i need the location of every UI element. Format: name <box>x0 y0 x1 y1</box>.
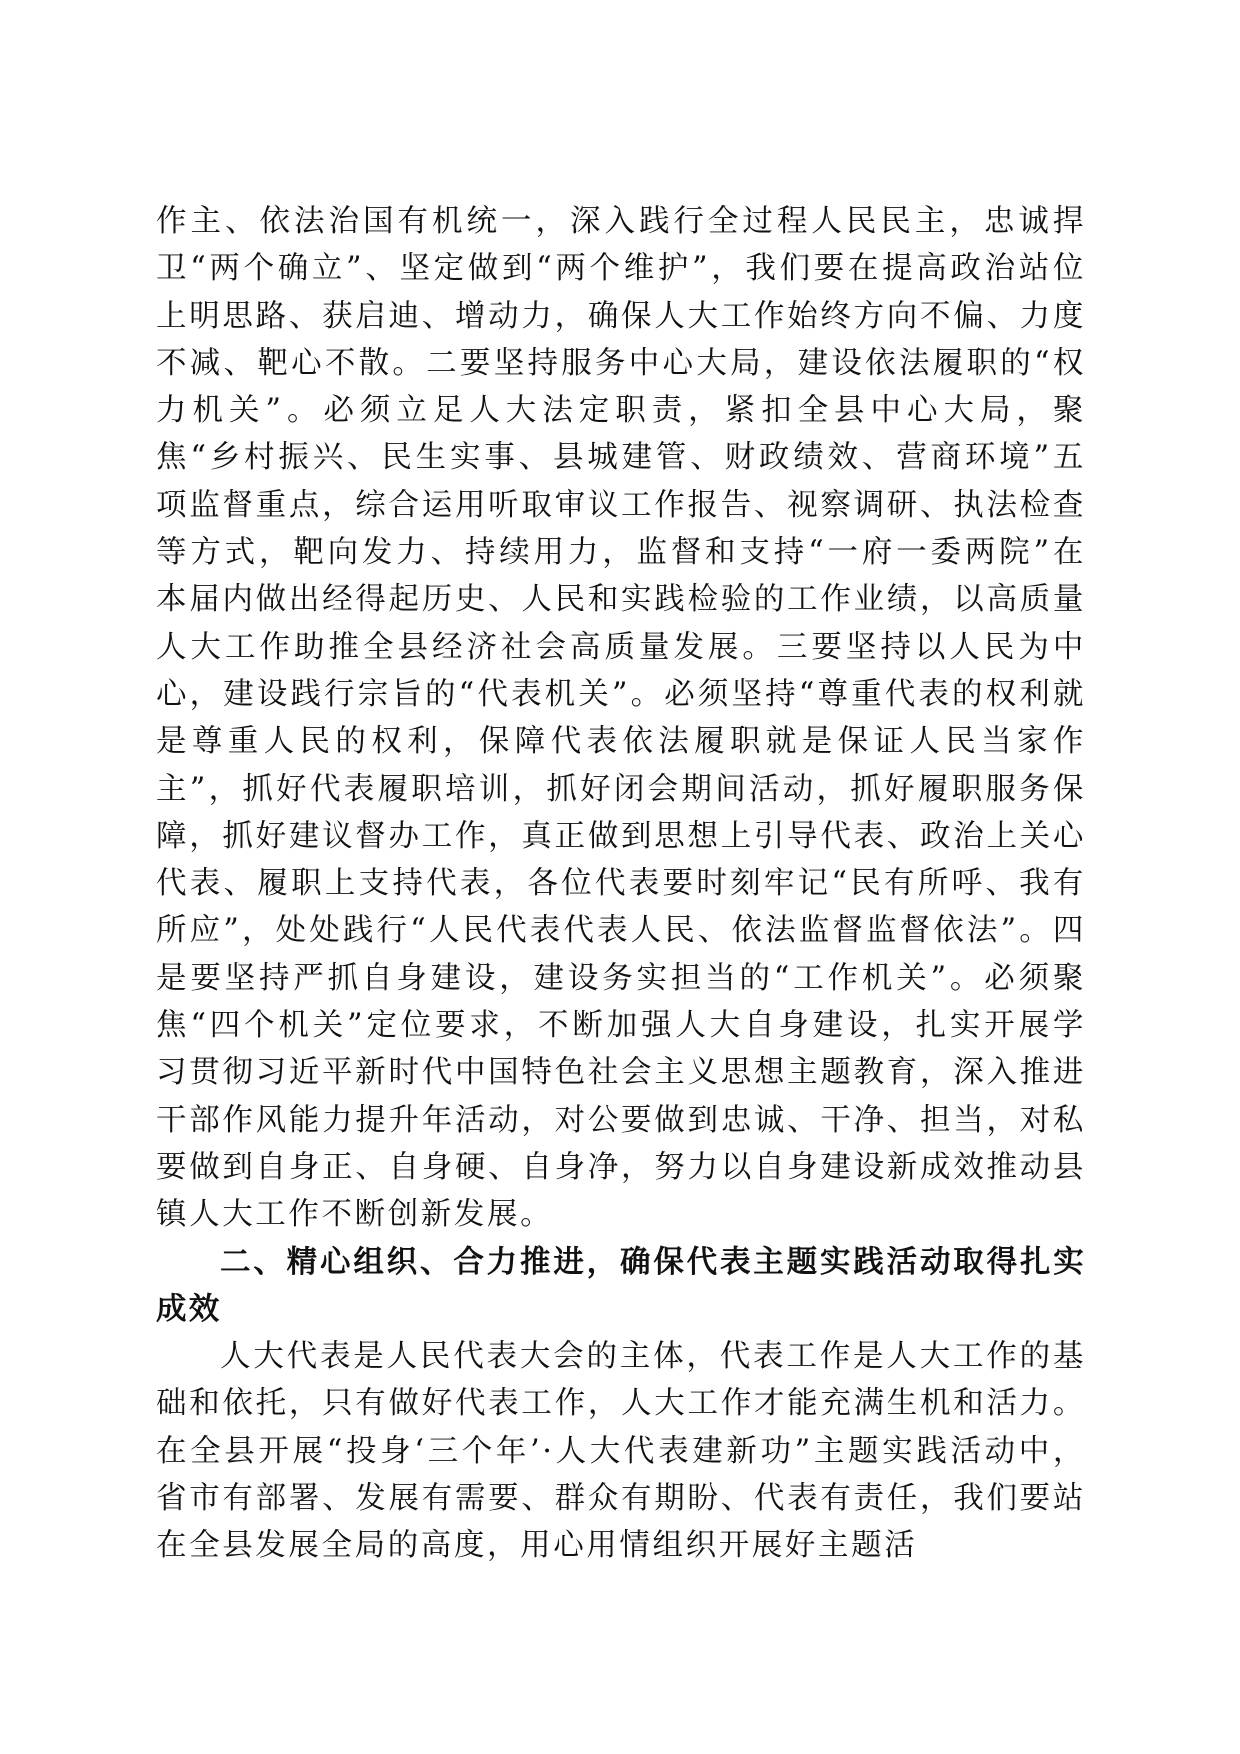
section-heading: 二、精心组织、合力推进，确保代表主题实践活动取得扎实成效 <box>156 1244 1086 1327</box>
body-paragraph-continued: 作主、依法治国有机统一，深入践行全过程人民民主，忠诚捍卫“两个确立”、坚定做到“两个维护”，我们要在提高政治站位上明思路、获启迪、增动力，确保人大工作始终方向不偏、力度不减、靶心不散。二要坚持服务中心大局，建设依法履职的“权力机关”。必须立足人大法定职责，紧扣全县中心大局，聚焦“乡村振兴、民生实事、县城建管、财政绩效、营商环境”五项监督重点，综合运用听取审议工作报告、视察调研、执法检查等方式，靶向发力、持续用力，监督和支持“一府一委两院”在本届内做出经得起历史、人民和实践检验的工作业绩，以高质量人大工作助推全县经济社会高质量发展。三要坚持以人民为中心，建设践行宗旨的“代表机关”。必须坚持“尊重代表的权利就是尊重人民的权利，保障代表依法履职就是保证人民当家作主”，抓好代表履职培训，抓好闭会期间活动，抓好履职服务保障，抓好建议督办工作，真正做到思想上引导代表、政治上关心代表、履职上支持代表，各位代表要时刻牢记“民有所呼、我有所应”，处处践行“人民代表代表人民、依法监督监督依法”。四是要坚持严抓自身建设，建设务实担当的“工作机关”。必须聚焦“四个机关”定位要求，不断加强人大自身建设，扎实开展学习贯彻习近平新时代中国特色社会主义思想主题教育，深入推进干部作风能力提升年活动，对公要做到忠诚、干净、担当，对私要做到自身正、自身硬、自身净，努力以自身建设新成效推动县镇人大工作不断创新发展。 <box>156 204 1086 1233</box>
body-paragraph: 人大代表是人民代表大会的主体，代表工作是人大工作的基础和依托，只有做好代表工作，人大工作才能充满生机和活力。在全县开展“投身‘三个年’·人大代表建新功”主题实践活动中，省市有部署、发展有需要、群众有期盼、代表有责任，我们要站在全县发展全局的高度，用心用情组织开展好主题活 <box>156 1339 1086 1564</box>
document-body <box>156 198 1086 1570</box>
